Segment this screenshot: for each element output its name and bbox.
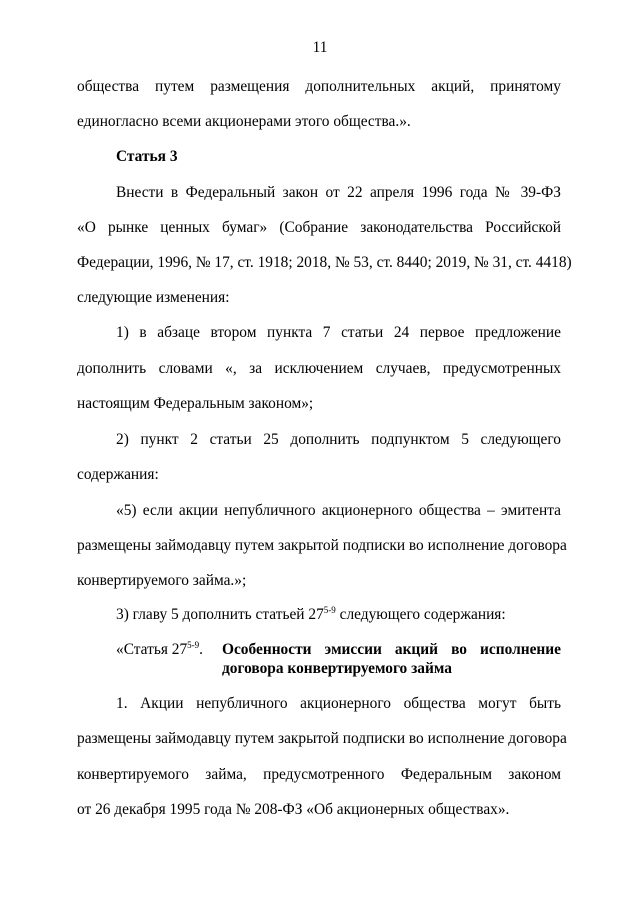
paragraph-line: размещены займодавцу путем закрытой подписки во исполнение договора <box>77 537 567 554</box>
paragraph-line <box>116 605 561 624</box>
paragraph-line: конвертируемого займа.»; <box>77 572 247 589</box>
paragraph-line: дополнить словами «, за исключением случаев, предусмотренных <box>77 360 561 377</box>
paragraph-line: следующие изменения: <box>77 289 230 306</box>
line-text: следующего содержания: <box>335 606 506 623</box>
paragraph-line: Внести в Федеральный закон от 22 апреля 1996 года № 39-ФЗ <box>116 184 561 201</box>
article-title-line: Особенности эмиссии акций во исполнение <box>222 641 561 658</box>
superscript: 5-9 <box>187 640 200 650</box>
paragraph-line: от 26 декабря 1995 года № 208-ФЗ «Об акционерных обществах». <box>77 801 510 818</box>
paragraph-line: «О рынке ценных бумаг» (Собрание законодательства Российской <box>77 219 561 236</box>
paragraph-line: «5) если акции непубличного акционерного общества – эмитента <box>116 502 561 519</box>
paragraph-line: конвертируемого займа, предусмотренного Федеральным законом <box>77 766 561 783</box>
paragraph-line: единогласно всеми акционерами этого общества.». <box>77 113 411 130</box>
paragraph-line: 1. Акции непубличного акционерного общества могут быть <box>116 695 561 712</box>
page-number: 11 <box>312 39 328 56</box>
article-heading: Статья 3 <box>116 148 178 165</box>
article-label-dot: . <box>199 641 204 658</box>
article-label <box>116 640 203 659</box>
paragraph-line: Федерации, 1996, № 17, ст. 1918; 2018, № 53, ст. 8440; 2019, № 31, ст. 4418) <box>77 254 572 271</box>
superscript: 5-9 <box>323 605 336 615</box>
paragraph-line: содержания: <box>77 466 159 483</box>
paragraph-line: общества путем размещения дополнительных акций, принятому <box>77 78 561 95</box>
paragraph-line: 1) в абзаце втором пункта 7 статьи 24 первое предложение <box>116 324 561 341</box>
article-label-text: «Статья 27 <box>116 641 188 658</box>
paragraph-line: размещены займодавцу путем закрытой подписки во исполнение договора <box>77 730 567 747</box>
paragraph-line: настоящим Федеральным законом»; <box>77 395 314 412</box>
line-text: 3) главу 5 дополнить статьей 27 <box>116 606 324 623</box>
article-title-line: договора конвертируемого займа <box>222 660 452 677</box>
paragraph-line: 2) пункт 2 статьи 25 дополнить подпунктом 5 следующего <box>116 431 561 448</box>
